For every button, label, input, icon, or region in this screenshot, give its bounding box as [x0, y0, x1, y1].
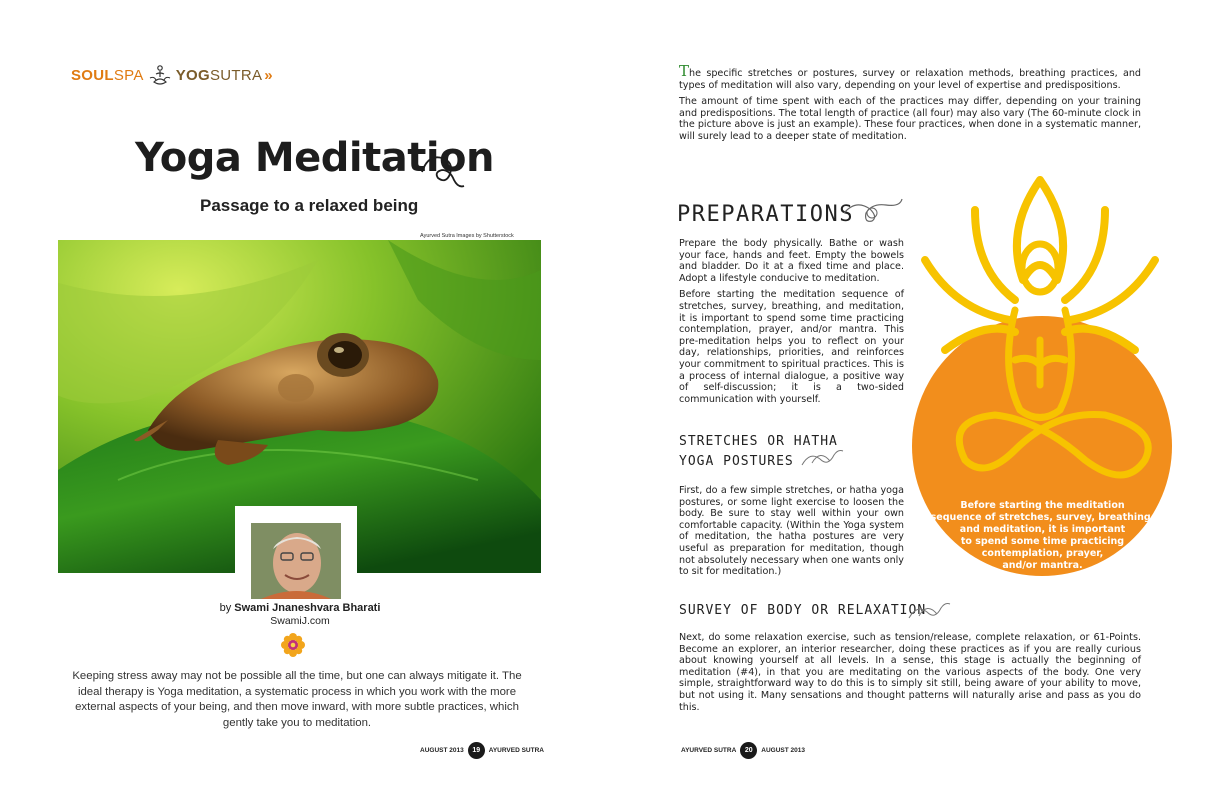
- pull-quote: [930, 500, 1155, 572]
- preparations-flourish-icon: [842, 195, 906, 227]
- photo-credit: Ayurved Sutra Images by Shutterstock: [420, 233, 514, 239]
- stretches-flourish-icon: [800, 445, 845, 470]
- author-site: SwamiJ.com: [270, 615, 330, 627]
- title-flourish-icon: [420, 150, 465, 190]
- intro-continuation: [679, 62, 1141, 143]
- page-number-badge: 19: [468, 742, 485, 759]
- stretches-heading-line-2: YOGA POSTURES: [679, 454, 794, 469]
- author-name: Swami Jnaneshvara Bharati: [234, 602, 381, 614]
- page-number-badge-right: 20: [740, 742, 757, 759]
- author-photo-frame: [235, 506, 357, 599]
- pull-quote-line-1: Before starting the meditation: [960, 500, 1125, 511]
- dropcap: T: [679, 62, 690, 80]
- pull-quote-line-3: and meditation, it is important: [959, 524, 1126, 535]
- footer-right: [681, 742, 805, 759]
- survey-paragraph: Next, do some relaxation exercise, such as tension/release, complete relaxation, or 61-Points. Become an explorer, an interior researcher, doing these practices as if you are really curious about knowing yourself at all levels. In a sense, this stage is actually the beginning of meditation (#4), in that you are meditating on the various aspects of the body. One very simple, straightforward way to do this is to simply sit still, being aware of your ability to move, but not using it. Many sensations and thought patterns will naturally arise and pass as you do this.: [679, 632, 1141, 713]
- pull-quote-line-4: to spend some time practicing: [960, 536, 1125, 547]
- footer-month: AUGUST 2013: [420, 747, 464, 754]
- footer-month-right: AUGUST 2013: [761, 747, 805, 754]
- preparations-heading: PREPARATIONS: [677, 202, 854, 227]
- preparations-body: [679, 238, 904, 405]
- top-paragraph-1-text: he specific stretches or postures, survey or relaxation methods, breathing practices, and types of meditation will also vary, depending on your level of expertise and predispositions.: [679, 68, 1141, 91]
- lotus-icon: [148, 64, 172, 86]
- brand-spa: SPA: [113, 66, 144, 84]
- footer-magazine-right: AYURVED SUTRA: [681, 747, 737, 754]
- section-brand: [71, 64, 273, 86]
- preparations-paragraph-2: Before starting the meditation sequence of stretches, survey, breathing, and meditation, it is important to spend some time practicing contemplation, prayer, and/or mantra. This pre-meditation helps you to reflect on your day, relationships, priorities, and reinforces your commitment to spiritual practices. This is a process of internal dialogue, a positive way of self-discussion; it is a two-sided communication with yourself.: [679, 289, 904, 405]
- article-title: Yoga Meditation: [135, 135, 495, 181]
- brand-yog: YOG: [175, 66, 210, 84]
- article-subtitle: Passage to a relaxed being: [200, 196, 419, 215]
- brand-arrows: »: [264, 66, 273, 84]
- top-paragraph-1: [679, 62, 1141, 91]
- brand-soul: SOUL: [71, 66, 114, 84]
- intro-paragraph: Keeping stress away may not be possible all the time, but one can always mitigate it. The ideal therapy is Yoga meditation, a systematic process in which you work with the more external aspects of your being, and then move inward, with more subtle practices, which gently take you to meditation.: [72, 670, 522, 729]
- brand-sutra: SUTRA: [209, 66, 263, 84]
- stretches-paragraph: First, do a few simple stretches, or hatha yoga postures, or some light exercise to loosen the body. Be sure to stay well within your own comfortable capacity. (Within the Yoga system of meditation, the hatha postures are very useful as preparation for meditation, though not absolutely necessary when one wants only to sit for meditation.): [679, 485, 904, 578]
- survey-flourish-icon: [907, 598, 952, 623]
- flower-icon: [281, 633, 305, 657]
- byline-prefix: by: [219, 602, 232, 614]
- stretches-heading-line-1: STRETCHES OR HATHA: [679, 434, 838, 449]
- pull-quote-line-5: contemplation, prayer,: [981, 548, 1104, 559]
- top-paragraph-2: The amount of time spent with each of the practices may differ, depending on your training and predispositions. The total length of practice (all four) may also vary (The 60-minute clock in the picture above is just an example). These four practices, when done in a systematic manner, will surely lead to a deeper state of meditation.: [679, 96, 1141, 142]
- author-photo: [251, 523, 341, 599]
- survey-heading: SURVEY OF BODY OR RELAXATION: [679, 603, 927, 618]
- pull-quote-line-6: and/or mantra.: [1002, 560, 1083, 571]
- byline: [0, 602, 600, 614]
- meditating-figure-lotus-icon: [905, 160, 1175, 500]
- pull-quote-line-2: sequence of stretches, survey, breathing,: [930, 512, 1155, 523]
- preparations-paragraph-1: Prepare the body physically. Bathe or wash your face, hands and feet. Empty the bowels and bladder. Do it at a fixed time and place. Adopt a lifestyle conducive to meditation.: [679, 238, 904, 284]
- footer-magazine: AYURVED SUTRA: [488, 747, 544, 754]
- footer-left: [420, 742, 544, 759]
